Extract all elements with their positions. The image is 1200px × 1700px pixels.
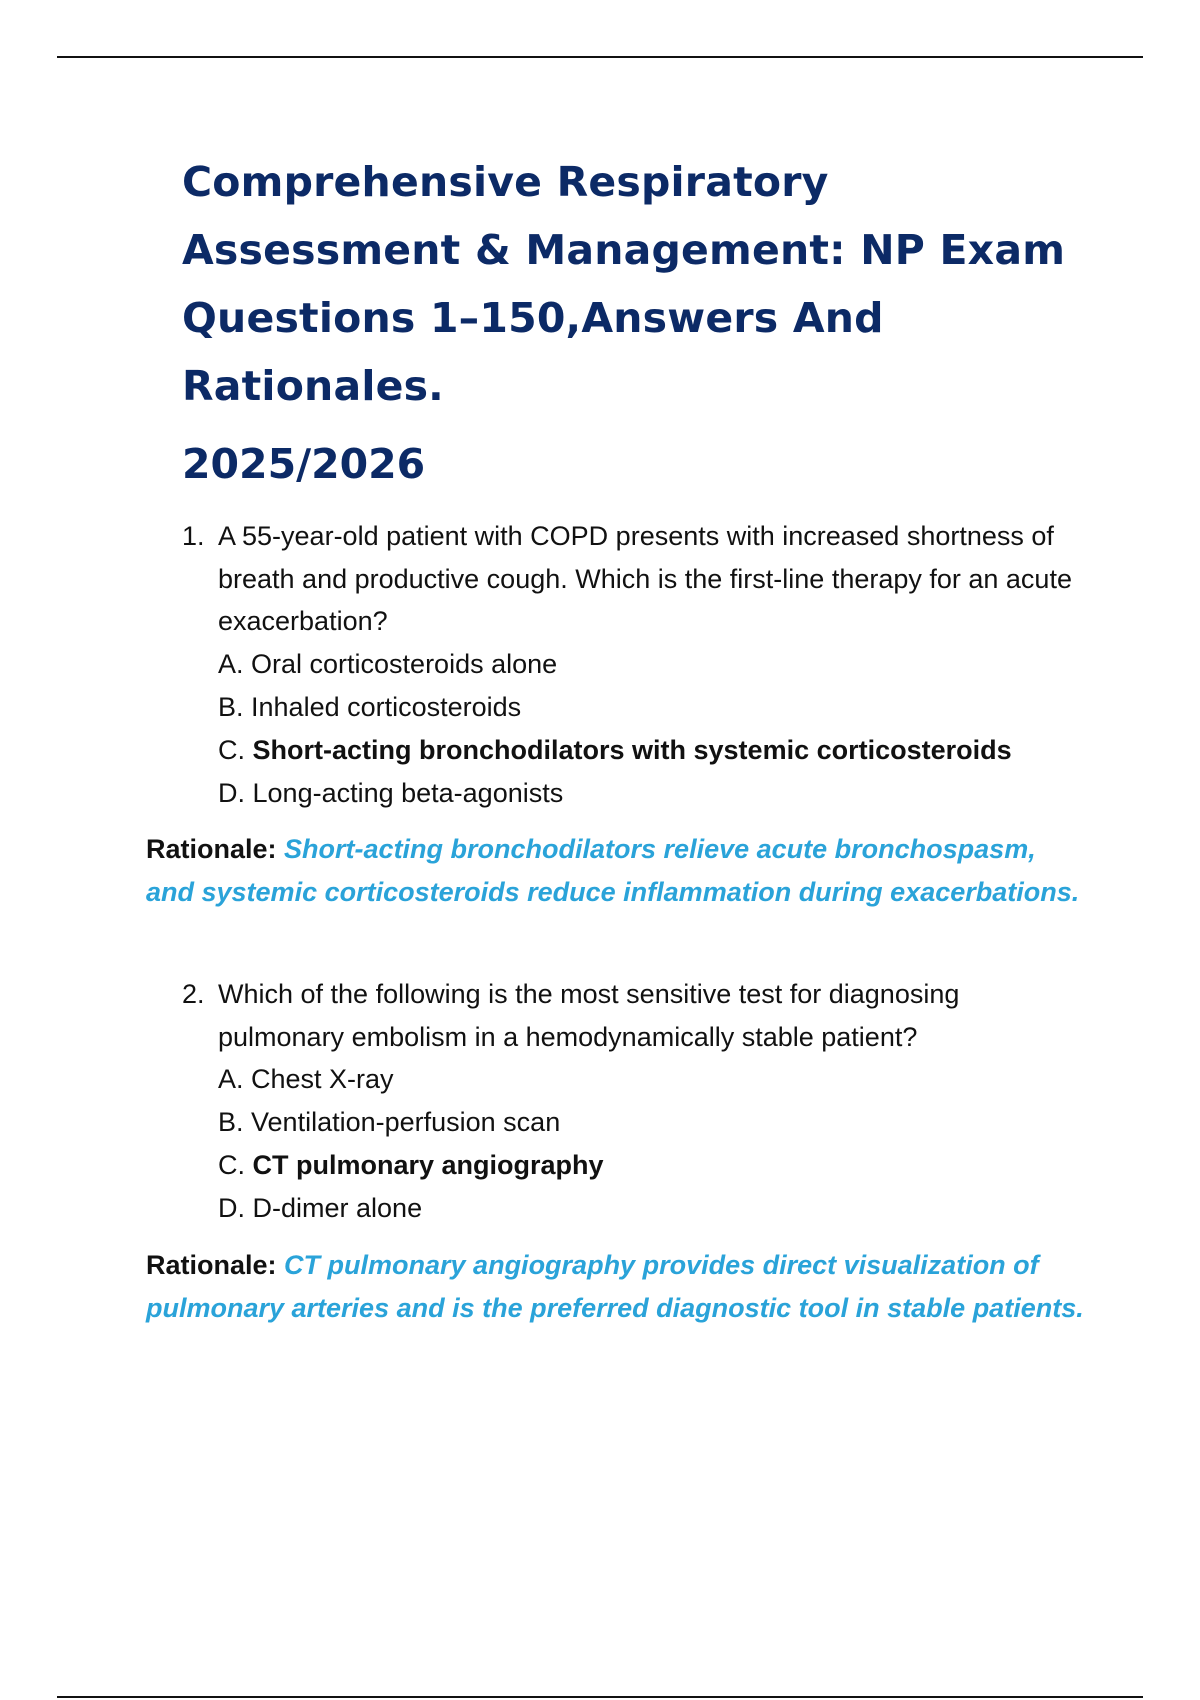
option-text: Long-acting beta-agonists — [252, 777, 564, 808]
correct-answer-text: CT pulmonary angiography — [252, 1150, 604, 1180]
footer-rule — [57, 1696, 1143, 1698]
question-number: 1. — [182, 521, 205, 551]
option-d — [218, 772, 1082, 815]
rationale-text: CT pulmonary angiography provides direct visualization of pulmonary arteries and is the preferred diagnostic tool in stable patients. — [146, 1250, 1084, 1323]
option-b — [218, 686, 1082, 729]
rationale-label: Rationale: — [146, 1250, 277, 1280]
option-b — [218, 1101, 1082, 1144]
option-c-correct — [218, 729, 1082, 772]
option-prefix: C. — [218, 1150, 253, 1180]
option-prefix: D. — [218, 777, 253, 808]
answer-options — [218, 643, 1082, 815]
rationale-text: Short-acting bronchodilators relieve acute bronchospasm, and systemic corticosteroids reduce inflammation during exacerbations. — [146, 834, 1080, 907]
document-year: 2025/2026 — [182, 440, 426, 488]
rationale-2 — [146, 1244, 1086, 1329]
option-prefix: A. — [218, 1064, 252, 1094]
option-text: Chest X-ray — [251, 1064, 394, 1094]
option-text: Oral corticosteroids alone — [251, 648, 558, 679]
question-text: Which of the following is the most sensitive test for diagnosing pulmonary embolism in a hemodynamically stable patient? — [218, 979, 960, 1052]
question-text: A 55-year-old patient with COPD presents with increased shortness of breath and productive cough. Which is the first-line therapy for an acute exacerbation? — [218, 521, 1072, 636]
rationale-1 — [146, 828, 1086, 913]
option-a — [218, 643, 1082, 686]
option-text: Inhaled corticosteroids — [251, 691, 522, 722]
option-prefix: C. — [218, 734, 253, 765]
option-prefix: D. — [218, 1193, 253, 1223]
question-number: 2. — [182, 979, 205, 1009]
option-c-correct — [218, 1144, 1082, 1187]
document-title: Comprehensive Respiratory Assessment & Management: NP Exam Questions 1–150,Answers And Rationales. — [182, 158, 1066, 410]
answer-options — [218, 1058, 1082, 1230]
option-prefix: B. — [218, 1107, 252, 1137]
option-text: D-dimer alone — [252, 1193, 423, 1223]
option-prefix: A. — [218, 648, 252, 679]
correct-answer-text: Short-acting bronchodilators with systemic corticosteroids — [252, 734, 1012, 765]
option-text: Ventilation-perfusion scan — [251, 1107, 561, 1137]
header-rule — [57, 56, 1143, 58]
option-a — [218, 1058, 1082, 1101]
question-2 — [182, 973, 1082, 1230]
rationale-label: Rationale: — [146, 834, 277, 864]
option-d — [218, 1187, 1082, 1230]
question-1 — [182, 515, 1082, 815]
option-prefix: B. — [218, 691, 252, 722]
